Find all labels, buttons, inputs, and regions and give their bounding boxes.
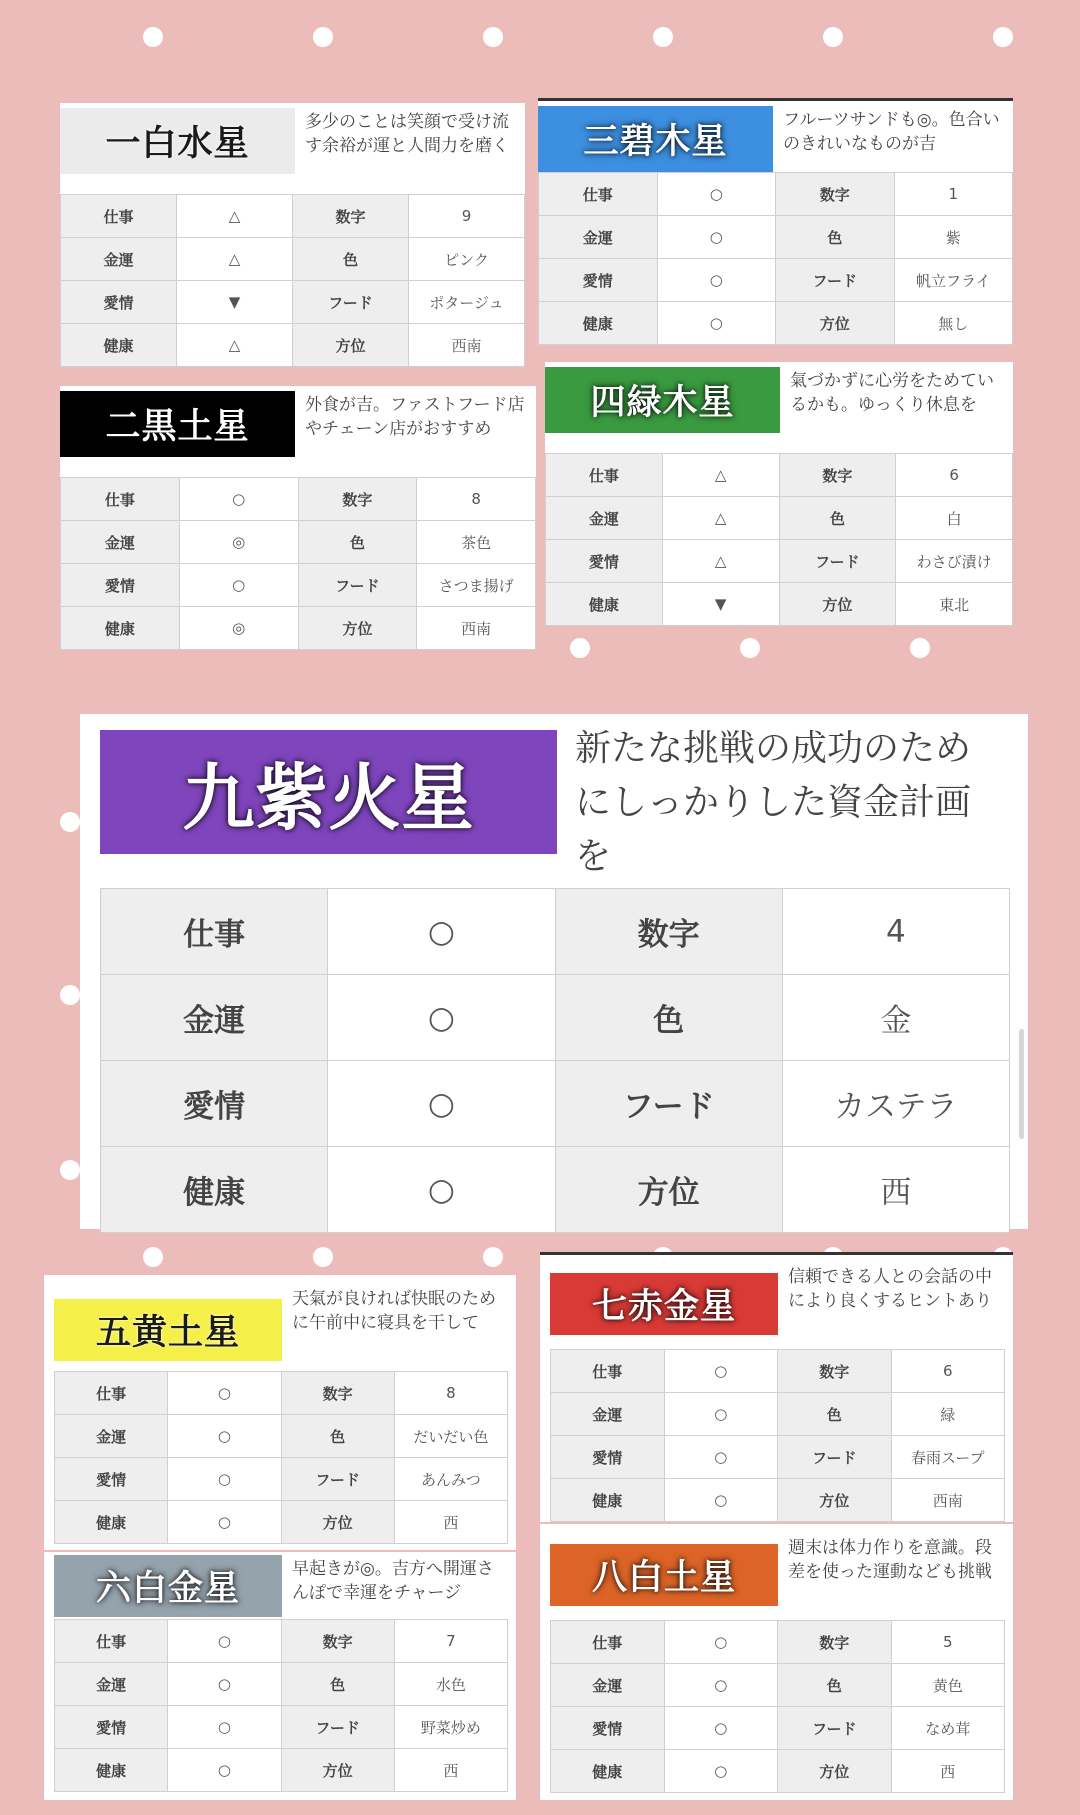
value-direction: 東北: [896, 583, 1013, 626]
label-food: フード: [778, 1436, 892, 1479]
value-health: ○: [168, 1501, 281, 1544]
table-row: [55, 1749, 508, 1792]
label-direction: 方位: [281, 1749, 394, 1792]
value-color: 茶色: [417, 521, 536, 564]
card-header: [54, 1555, 508, 1619]
label-direction: 方位: [281, 1501, 394, 1544]
label-health: 健康: [55, 1749, 168, 1792]
value-health: ○: [328, 1147, 555, 1233]
fortune-message: 信頼できる人との会話の中により良くするヒントあり: [788, 1267, 992, 1312]
table-row: [101, 1147, 1010, 1233]
table-row: [551, 1664, 1005, 1707]
table-row: [61, 478, 536, 521]
label-food: フード: [298, 564, 417, 607]
card-header: [538, 106, 1013, 172]
value-work: ○: [664, 1350, 778, 1393]
label-money: 金運: [551, 1393, 665, 1436]
label-money: 金運: [55, 1415, 168, 1458]
star-name-badge: 六白金星: [54, 1555, 282, 1617]
table-row: [55, 1415, 508, 1458]
value-health: ○: [664, 1479, 778, 1522]
label-number: 数字: [778, 1621, 892, 1664]
label-health: 健康: [55, 1501, 168, 1544]
table-row: [55, 1372, 508, 1415]
label-color: 色: [779, 497, 896, 540]
card-header: [54, 1285, 508, 1371]
table-row: [539, 302, 1013, 345]
value-food: 春雨スープ: [891, 1436, 1005, 1479]
value-color: 白: [896, 497, 1013, 540]
fortune-table: [100, 888, 1010, 1233]
table-row: [539, 173, 1013, 216]
table-row: [55, 1620, 508, 1663]
fortune-message: 天氣が良ければ快眠のために午前中に寝具を干して: [292, 1289, 496, 1334]
value-direction: 西: [782, 1147, 1009, 1233]
value-direction: 西南: [417, 607, 536, 650]
card-header: [60, 108, 525, 194]
value-health: ◎: [179, 607, 298, 650]
label-health: 健康: [61, 324, 177, 367]
value-work: ○: [664, 1621, 778, 1664]
table-row: [61, 238, 525, 281]
table-row: [551, 1393, 1005, 1436]
label-health: 健康: [551, 1479, 665, 1522]
label-direction: 方位: [779, 583, 896, 626]
polka-dot: [483, 1247, 503, 1267]
label-direction: 方位: [778, 1479, 892, 1522]
label-work: 仕事: [55, 1372, 168, 1415]
value-health: △: [177, 324, 293, 367]
label-color: 色: [281, 1415, 394, 1458]
label-color: 色: [293, 238, 409, 281]
value-number: 5: [891, 1621, 1005, 1664]
label-direction: 方位: [298, 607, 417, 650]
table-row: [551, 1750, 1005, 1793]
value-love: ○: [328, 1061, 555, 1147]
star-card-happaku-dosei: [540, 1524, 1013, 1800]
star-card-ippaku-suisei: [60, 103, 525, 367]
value-color: 黄色: [891, 1664, 1005, 1707]
polka-dot: [60, 985, 80, 1005]
value-direction: 無し: [894, 302, 1013, 345]
polka-dot: [60, 1160, 80, 1180]
table-row: [55, 1458, 508, 1501]
polka-dot: [60, 812, 80, 832]
value-money: ○: [168, 1415, 281, 1458]
value-health: ○: [168, 1749, 281, 1792]
fortune-table: [60, 194, 525, 367]
value-number: 8: [417, 478, 536, 521]
label-color: 色: [298, 521, 417, 564]
star-name-badge: 五黄土星: [54, 1299, 282, 1361]
value-love: ○: [168, 1458, 281, 1501]
fortune-table: [550, 1620, 1005, 1793]
fortune-message: 新たな挑戦の成功のためにしっかりした資金計画を: [575, 728, 972, 877]
label-work: 仕事: [546, 454, 663, 497]
table-row: [61, 564, 536, 607]
value-money: ○: [664, 1664, 778, 1707]
label-number: 数字: [778, 1350, 892, 1393]
table-row: [551, 1436, 1005, 1479]
polka-dot: [143, 1247, 163, 1267]
star-name-badge: 三碧木星: [538, 106, 773, 172]
star-name-badge: 九紫火星: [100, 730, 557, 854]
value-direction: 西: [394, 1501, 507, 1544]
label-love: 愛情: [61, 564, 180, 607]
card-header: [545, 367, 1013, 453]
polka-dot: [313, 27, 333, 47]
value-food: わさび漬け: [896, 540, 1013, 583]
table-row: [551, 1707, 1005, 1750]
label-color: 色: [778, 1393, 892, 1436]
fortune-table: [538, 172, 1013, 345]
label-work: 仕事: [539, 173, 658, 216]
value-number: 7: [394, 1620, 507, 1663]
label-food: フード: [776, 259, 895, 302]
label-food: フード: [281, 1706, 394, 1749]
value-love: ○: [168, 1706, 281, 1749]
value-food: 野菜炒め: [394, 1706, 507, 1749]
fortune-message: 多少のことは笑顔で受け流す余裕が運と人間力を磨く: [305, 112, 509, 157]
value-color: 金: [782, 975, 1009, 1061]
table-row: [546, 454, 1013, 497]
polka-dot: [313, 1247, 333, 1267]
label-number: 数字: [555, 889, 782, 975]
label-number: 数字: [776, 173, 895, 216]
value-number: 6: [896, 454, 1013, 497]
table-row: [61, 607, 536, 650]
value-color: だいだい色: [394, 1415, 507, 1458]
value-food: さつま揚げ: [417, 564, 536, 607]
star-name-badge: 一白水星: [60, 108, 295, 174]
fortune-table: [60, 477, 536, 650]
polka-dot: [823, 27, 843, 47]
card-header: [60, 391, 536, 477]
value-love: ○: [179, 564, 298, 607]
label-work: 仕事: [61, 195, 177, 238]
label-number: 数字: [293, 195, 409, 238]
star-card-sanpeki-mokusei: [538, 98, 1013, 345]
table-row: [546, 583, 1013, 626]
fortune-table: [54, 1619, 508, 1792]
value-direction: 西: [394, 1749, 507, 1792]
value-money: ○: [657, 216, 776, 259]
label-food: フード: [778, 1707, 892, 1750]
label-love: 愛情: [61, 281, 177, 324]
label-money: 金運: [61, 521, 180, 564]
label-love: 愛情: [551, 1436, 665, 1479]
value-love: ○: [664, 1436, 778, 1479]
value-money: ○: [328, 975, 555, 1061]
fortune-message: 週末は体力作りを意識。段差を使った運動なども挑戦: [788, 1538, 992, 1583]
label-direction: 方位: [555, 1147, 782, 1233]
value-money: △: [177, 238, 293, 281]
polka-dot: [483, 27, 503, 47]
fortune-table: [550, 1349, 1005, 1522]
label-number: 数字: [298, 478, 417, 521]
value-food: あんみつ: [394, 1458, 507, 1501]
polka-dot: [653, 27, 673, 47]
table-row: [101, 975, 1010, 1061]
value-work: ○: [328, 889, 555, 975]
value-health: ▼: [662, 583, 779, 626]
star-card-kyushi-kasei: [80, 714, 1028, 1229]
polka-dot: [143, 27, 163, 47]
label-money: 金運: [101, 975, 328, 1061]
label-love: 愛情: [101, 1061, 328, 1147]
value-number: 8: [394, 1372, 507, 1415]
table-row: [61, 195, 525, 238]
polka-dot: [993, 27, 1013, 47]
label-love: 愛情: [539, 259, 658, 302]
polka-dot: [910, 638, 930, 658]
label-money: 金運: [55, 1663, 168, 1706]
table-row: [101, 1061, 1010, 1147]
value-money: △: [662, 497, 779, 540]
value-money: ○: [168, 1663, 281, 1706]
fortune-message: フルーツサンドも◎。色合いのきれいなものが吉: [783, 110, 1000, 155]
card-header: [550, 1263, 1005, 1349]
value-love: ▼: [177, 281, 293, 324]
value-color: ピンク: [409, 238, 525, 281]
table-row: [539, 216, 1013, 259]
label-love: 愛情: [551, 1707, 665, 1750]
label-money: 金運: [539, 216, 658, 259]
label-health: 健康: [101, 1147, 328, 1233]
table-row: [61, 324, 525, 367]
value-number: 1: [894, 173, 1013, 216]
value-direction: 西: [891, 1750, 1005, 1793]
table-row: [55, 1706, 508, 1749]
label-health: 健康: [61, 607, 180, 650]
label-work: 仕事: [61, 478, 180, 521]
table-row: [55, 1663, 508, 1706]
label-color: 色: [555, 975, 782, 1061]
value-work: △: [177, 195, 293, 238]
value-health: ○: [657, 302, 776, 345]
label-work: 仕事: [101, 889, 328, 975]
label-direction: 方位: [776, 302, 895, 345]
star-card-shichiseki-kinsei: [540, 1252, 1013, 1522]
value-number: 9: [409, 195, 525, 238]
label-money: 金運: [61, 238, 177, 281]
value-love: △: [662, 540, 779, 583]
star-card-goou-dosei: [44, 1275, 516, 1550]
label-number: 数字: [281, 1620, 394, 1663]
table-row: [101, 889, 1010, 975]
value-love: ○: [657, 259, 776, 302]
polka-dot: [570, 638, 590, 658]
fortune-table: [545, 453, 1013, 626]
value-money: ○: [664, 1393, 778, 1436]
card-header: [550, 1534, 1005, 1620]
star-name-badge: 七赤金星: [550, 1273, 778, 1335]
label-color: 色: [778, 1664, 892, 1707]
value-love: ○: [664, 1707, 778, 1750]
table-row: [551, 1350, 1005, 1393]
value-work: △: [662, 454, 779, 497]
label-food: フード: [555, 1061, 782, 1147]
table-row: [551, 1621, 1005, 1664]
label-color: 色: [776, 216, 895, 259]
label-food: フード: [779, 540, 896, 583]
value-work: ○: [168, 1620, 281, 1663]
value-health: ○: [664, 1750, 778, 1793]
value-direction: 西南: [409, 324, 525, 367]
fortune-table: [54, 1371, 508, 1544]
star-card-jikoku-dosei: [60, 386, 536, 650]
table-row: [551, 1479, 1005, 1522]
value-number: 4: [782, 889, 1009, 975]
table-row: [55, 1501, 508, 1544]
label-work: 仕事: [55, 1620, 168, 1663]
polka-dot: [740, 638, 760, 658]
label-number: 数字: [779, 454, 896, 497]
label-love: 愛情: [55, 1706, 168, 1749]
label-money: 金運: [551, 1664, 665, 1707]
label-work: 仕事: [551, 1621, 665, 1664]
label-health: 健康: [551, 1750, 665, 1793]
label-food: フード: [281, 1458, 394, 1501]
label-health: 健康: [539, 302, 658, 345]
value-money: ◎: [179, 521, 298, 564]
value-work: ○: [179, 478, 298, 521]
label-love: 愛情: [55, 1458, 168, 1501]
card-header: [100, 730, 1010, 884]
star-name-badge: 二黒土星: [60, 391, 295, 457]
value-color: 水色: [394, 1663, 507, 1706]
star-name-badge: 四緑木星: [545, 367, 780, 433]
value-food: カステラ: [782, 1061, 1009, 1147]
value-number: 6: [891, 1350, 1005, 1393]
value-work: ○: [168, 1372, 281, 1415]
table-row: [546, 540, 1013, 583]
label-number: 数字: [281, 1372, 394, 1415]
table-row: [546, 497, 1013, 540]
table-row: [61, 521, 536, 564]
table-row: [539, 259, 1013, 302]
value-food: ポタージュ: [409, 281, 525, 324]
value-food: なめ茸: [891, 1707, 1005, 1750]
label-food: フード: [293, 281, 409, 324]
fortune-message: 早起きが◎。吉方へ開運さんぽで幸運をチャージ: [292, 1559, 494, 1604]
fortune-message: 外食が吉。ファストフード店やチェーン店がおすすめ: [305, 395, 525, 440]
table-row: [61, 281, 525, 324]
label-love: 愛情: [546, 540, 663, 583]
value-color: 緑: [891, 1393, 1005, 1436]
star-card-roppaku-kinsei: [44, 1552, 516, 1800]
scrollbar[interactable]: [1019, 1029, 1024, 1139]
star-name-badge: 八白土星: [550, 1544, 778, 1606]
label-color: 色: [281, 1663, 394, 1706]
value-food: 帆立フライ: [894, 259, 1013, 302]
fortune-message: 氣づかずに心労をためているかも。ゆっくり休息を: [790, 371, 994, 416]
label-health: 健康: [546, 583, 663, 626]
label-work: 仕事: [551, 1350, 665, 1393]
label-money: 金運: [546, 497, 663, 540]
value-color: 紫: [894, 216, 1013, 259]
value-work: ○: [657, 173, 776, 216]
label-direction: 方位: [778, 1750, 892, 1793]
label-direction: 方位: [293, 324, 409, 367]
star-card-shiroku-mokusei: [545, 362, 1013, 626]
value-direction: 西南: [891, 1479, 1005, 1522]
